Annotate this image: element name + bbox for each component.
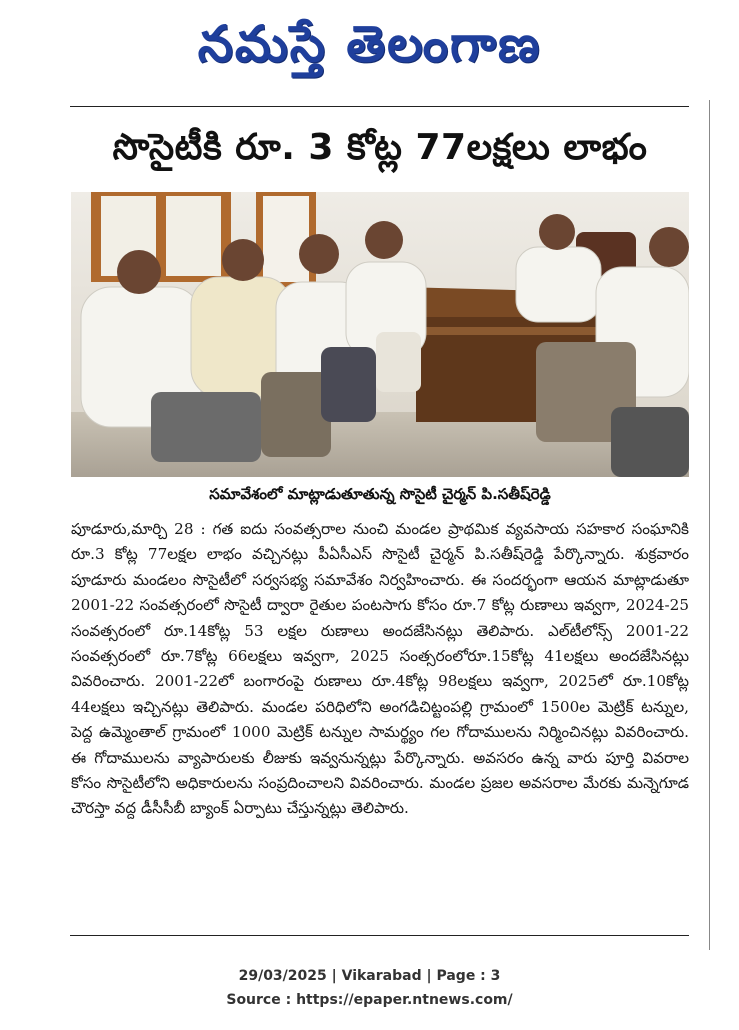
article-photo bbox=[71, 192, 689, 477]
bottom-rule bbox=[70, 935, 689, 936]
column-rule bbox=[709, 100, 710, 950]
article-body bbox=[71, 517, 689, 822]
article-headline: సొసైటీకి రూ. 3 కోట్ల 77లక్షలు లాభం bbox=[112, 127, 648, 168]
photo-caption: సమావేశంలో మాట్లాడుతూతున్న సొసైటీ చైర్మన్ పి.సతీష్‌రెడ్డి bbox=[209, 485, 551, 503]
article-paragraph: పూడూరు,మార్చి 28 : గత ఐదు సంవత్సరాల నుంచి మండల ప్రాథమిక వ్యవసాయ సహకార సంఘానికి రూ.3 కోట్ల 77లక్షల లాభం వచ్చినట్లు పీఏసీఎస్ సొసైటీ చైర్మన్ పి.సతీష్‌రెడ్డి పేర్కొన్నారు. శుక్రవారం పూడూరు మండలం సొసైటీలో సర్వసభ్య సమావేశం నిర్వహించారు. ఈ సందర్భంగా ఆయన మాట్లాడుతూ 2001-22 సంవత్సరంలో సొసైటీ ద్వారా రైతుల పంటసాగు కోసం రూ.7 కోట్ల రుణాలు ఇవ్వగా, 2024-25 సంవత్సరంలో రూ.14కోట్ల 53 లక్షల రుణాలు అందజేసినట్లు తెలిపారు. ఎల్‌టీలోన్స్ 2001-22 సంవత్సరంలో రూ.7కోట్ల 66లక్షలు ఇవ్వగా, 2025 సంత్సరంలోరూ.15కోట్ల 41లక్షలు అందజేసినట్లు వివరించారు. 2001-22లో బంగారంపై రుణాలు రూ.4కోట్ల 98లక్షలు ఇవ్వగా, 2025లో రూ.10కోట్ల 44లక్షలు ఇచ్చినట్లు తెలిపారు. మండల పరిధిలోని అంగడిచిట్టంపల్లి గ్రామంలో 1500ల మెట్రిక్ టన్నుల, పెద్ద ఉమ్మెంతాల్ గ్రామంలో 1000 మెట్రిక్ టన్నుల సామర్థ్యం గల గోదాములను నిర్మించినట్లు వివరించారు. ఈ గోదాములను వ్యాపారులకు లీజుకు ఇవ్వనున్నట్లు పేర్కొన్నారు. అవసరం ఉన్న వారు పూర్తి వివరాల కోసం సొసైటీలోని అధికారులను సంప్రదించాలని వివరించారు. మండల ప్రజల అవసరాల మేరకు మన్నెగూడ చౌరస్తా వద్ద డీసీసీబీ బ్యాంక్ ఏర్పాటు చేస్తున్నట్లు తెలిపారు. bbox=[71, 520, 689, 818]
edition-info: 29/03/2025 | Vikarabad | Page : 3 bbox=[238, 968, 501, 984]
top-rule bbox=[70, 106, 689, 107]
masthead-title: నమస్తే తెలంగాణ bbox=[197, 15, 542, 73]
source-info: Source : https://epaper.ntnews.com/ bbox=[226, 992, 513, 1008]
newspaper-masthead bbox=[0, 4, 739, 84]
